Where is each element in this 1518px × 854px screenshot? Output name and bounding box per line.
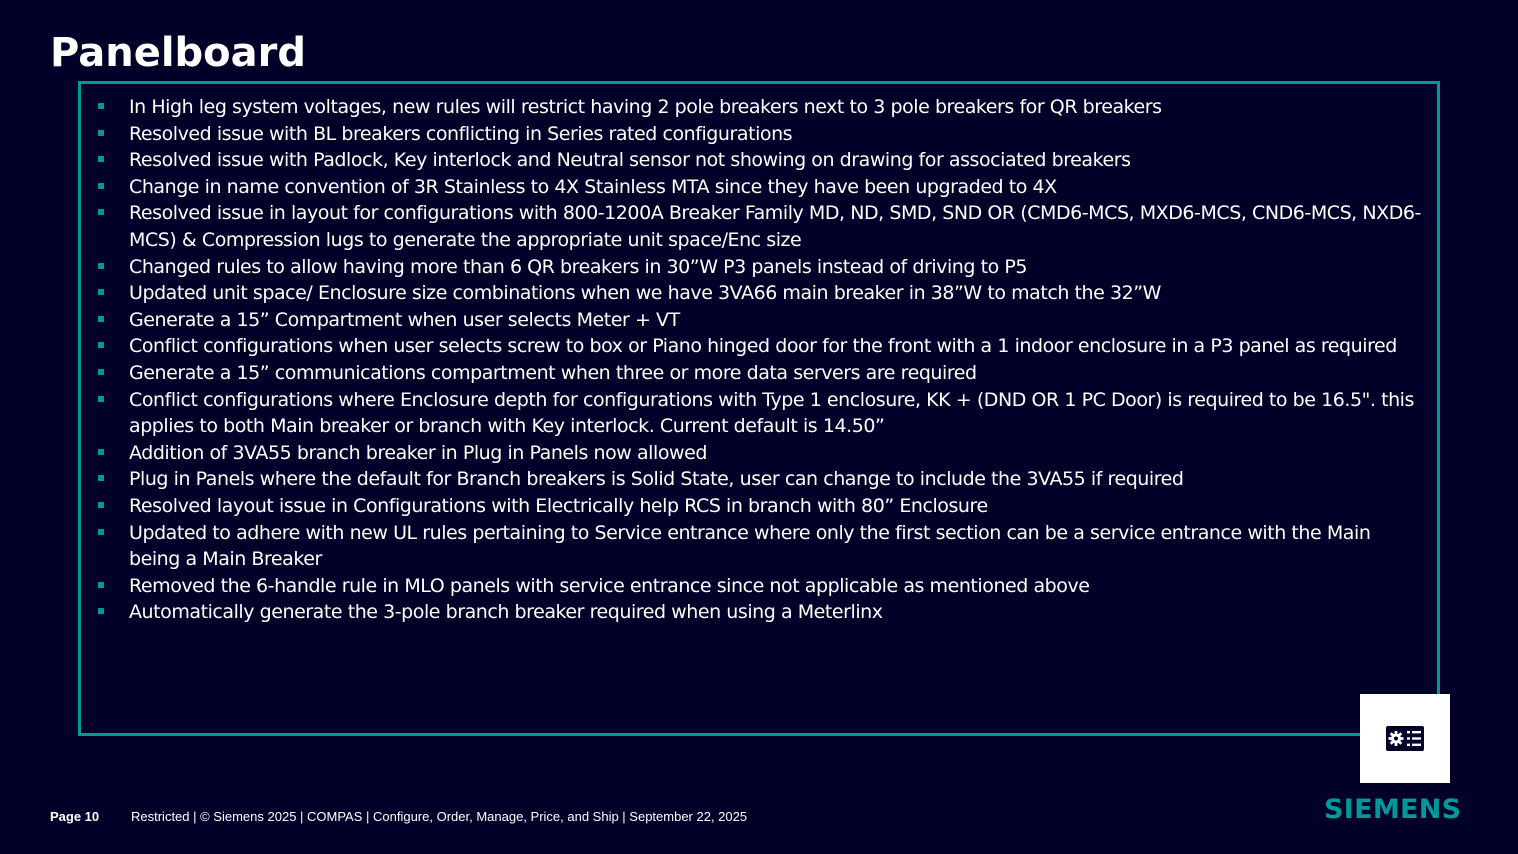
footer-text: Restricted | © Siemens 2025 | COMPAS | Configure, Order, Manage, Price, and Ship | September 22, 2025 xyxy=(131,809,748,824)
bullet-text: Resolved issue with Padlock, Key interlock and Neutral sensor not showing on drawing for associated breakers xyxy=(129,149,1131,172)
settings-panel-button[interactable] xyxy=(1360,694,1450,783)
bullet-marker-icon xyxy=(98,449,104,455)
bullet-item xyxy=(81,466,1421,493)
bullet-text: Plug in Panels where the default for Branch breakers is Solid State, user can change to include the 3VA55 if required xyxy=(129,468,1184,491)
bullet-text: Resolved issue with BL breakers conflicting in Series rated configurations xyxy=(129,122,793,145)
bullet-marker-icon xyxy=(98,529,104,535)
bullet-marker-icon xyxy=(98,502,104,508)
bullet-text: Updated to adhere with new UL rules pertaining to Service entrance where only the first section can be a service entrance with the Main being a Main Breaker xyxy=(129,521,1371,571)
bullet-item xyxy=(81,440,1421,467)
bullet-text: Changed rules to allow having more than 6 QR breakers in 30”W P3 panels instead of driving to P5 xyxy=(129,255,1027,278)
bullet-marker-icon xyxy=(98,183,104,189)
bullet-text: Addition of 3VA55 branch breaker in Plug in Panels now allowed xyxy=(129,441,707,464)
bullet-text: Updated unit space/ Enclosure size combinations when we have 3VA66 main breaker in 38”W to match the 32”W xyxy=(129,282,1161,305)
bullet-marker-icon xyxy=(98,396,104,402)
bullet-item xyxy=(81,333,1421,360)
bullet-marker-icon xyxy=(98,263,104,269)
bullet-marker-icon xyxy=(98,289,104,295)
bullet-item xyxy=(81,200,1421,253)
bullet-item xyxy=(81,599,1421,626)
bullet-marker-icon xyxy=(98,316,104,322)
bullet-marker-icon xyxy=(98,103,104,109)
bullet-marker-icon xyxy=(98,582,104,588)
bullet-text: In High leg system voltages, new rules will restrict having 2 pole breakers next to 3 pole breakers for QR breakers xyxy=(129,96,1162,118)
bullet-text: Automatically generate the 3-pole branch breaker required when using a Meterlinx xyxy=(129,601,883,624)
bullet-item xyxy=(81,360,1421,387)
bullet-text: Resolved layout issue in Configurations with Electrically help RCS in branch with 80” Enclosure xyxy=(129,494,988,517)
bullet-marker-icon xyxy=(98,608,104,614)
bullet-item xyxy=(81,573,1421,600)
bullet-item xyxy=(81,493,1421,520)
bullet-marker-icon xyxy=(98,369,104,375)
bullet-marker-icon xyxy=(98,209,104,215)
siemens-logo: SIEMENS xyxy=(1324,794,1462,825)
content-frame xyxy=(78,81,1440,736)
bullet-text: Conflict configurations when user selects screw to box or Piano hinged door for the front with a 1 indoor enclosure in a P3 panel as required xyxy=(129,335,1397,358)
bullet-item xyxy=(81,387,1421,440)
bullet-text: Generate a 15” Compartment when user selects Meter + VT xyxy=(129,308,680,331)
bullet-item xyxy=(81,94,1421,121)
bullet-text: Conflict configurations where Enclosure depth for configurations with Type 1 enclosure, KK + (DND OR 1 PC Door) is required to be 16.5". this applies to both Main breaker or branch with Key interlock. Current default is 14.50” xyxy=(129,388,1414,438)
bullet-text: Change in name convention of 3R Stainless to 4X Stainless MTA since they have been upgraded to 4X xyxy=(129,175,1057,198)
bullet-marker-icon xyxy=(98,475,104,481)
bullet-item xyxy=(81,147,1421,174)
footer xyxy=(50,808,747,826)
bullet-item xyxy=(81,254,1421,281)
slide-title: Panelboard xyxy=(50,30,307,76)
bullet-text: Resolved issue in layout for configurations with 800-1200A Breaker Family MD, ND, SMD, SND OR (CMD6-MCS, MXD6-MCS, CND6-MCS, NXD6-MCS) & Compression lugs to generate the appropriate unit space/Enc size xyxy=(129,202,1421,251)
bullet-item xyxy=(81,280,1421,307)
bullet-marker-icon xyxy=(98,130,104,136)
bullet-item xyxy=(81,307,1421,334)
bullet-marker-icon xyxy=(98,342,104,348)
bullet-item xyxy=(81,520,1421,573)
page-number: Page 10 xyxy=(50,809,100,824)
bullet-marker-icon xyxy=(98,156,104,162)
bullet-text: Generate a 15” communications compartment when three or more data servers are required xyxy=(129,361,977,384)
bullet-item xyxy=(81,121,1421,148)
bullet-text: Removed the 6-handle rule in MLO panels with service entrance since not applicable as mentioned above xyxy=(129,574,1090,597)
bullet-list xyxy=(81,94,1421,626)
settings-list-icon xyxy=(1386,726,1424,751)
bullet-item xyxy=(81,174,1421,201)
